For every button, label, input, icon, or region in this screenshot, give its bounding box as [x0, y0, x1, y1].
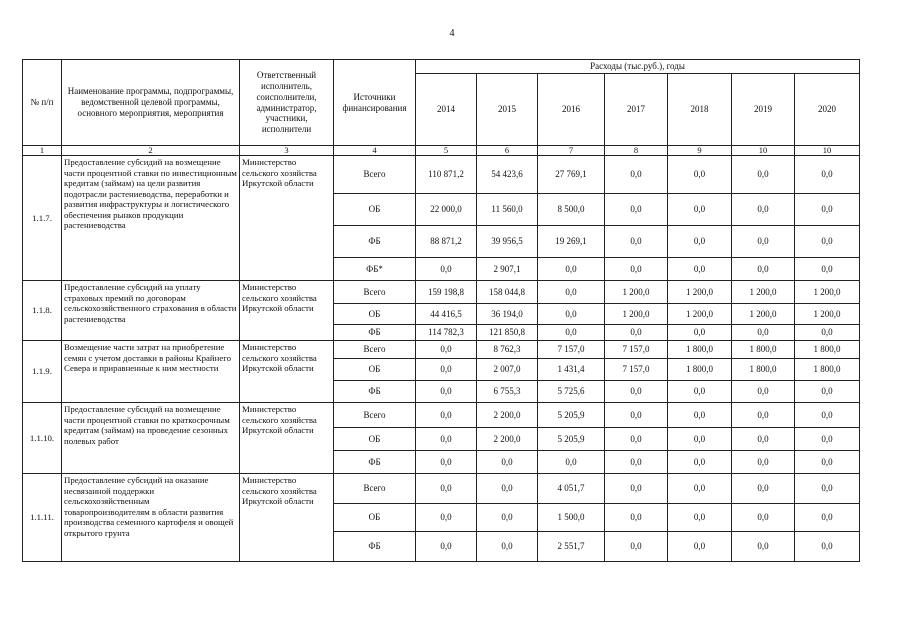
value-cell: 2 200,0 [477, 403, 538, 428]
funding-source: Всего [334, 341, 416, 359]
header-source: Источники финансирования [334, 60, 416, 146]
value-cell: 1 200,0 [795, 281, 860, 304]
funding-source: ФБ [334, 381, 416, 403]
value-cell: 0,0 [538, 281, 605, 304]
header-year: 2020 [795, 74, 860, 146]
item-name: Предоставление субсидий на возмещение части процентной ставки по инвестиционным кредитам (займам) на цели развития подотрасли растениеводства, переработки и развития инфраструктуры и логистического обеспечения рынков продукции растениеводства [62, 156, 240, 281]
header-year: 2016 [538, 74, 605, 146]
value-cell: 39 956,5 [477, 226, 538, 258]
value-cell: 0,0 [795, 258, 860, 281]
value-cell: 0,0 [668, 226, 732, 258]
value-cell: 1 800,0 [668, 359, 732, 381]
value-cell: 0,0 [668, 474, 732, 504]
expenses-table [22, 59, 860, 562]
column-numbers-row [23, 146, 860, 156]
value-cell: 0,0 [668, 428, 732, 451]
header-year: 2015 [477, 74, 538, 146]
item-executor: Министерство сельского хозяйства Иркутской области [240, 281, 334, 341]
header-name: Наименование программы, подпрограммы, ведомственной целевой программы, основного мероприятия, мероприятия [62, 60, 240, 146]
value-cell: 159 198,8 [416, 281, 477, 304]
item-number: 1.1.7. [23, 156, 62, 281]
value-cell: 2 007,0 [477, 359, 538, 381]
value-cell: 1 800,0 [732, 341, 795, 359]
value-cell: 0,0 [668, 156, 732, 194]
value-cell: 0,0 [668, 403, 732, 428]
value-cell: 44 416,5 [416, 304, 477, 325]
value-cell: 0,0 [732, 194, 795, 226]
value-cell: 0,0 [795, 381, 860, 403]
table-row [23, 156, 860, 194]
header-year: 2014 [416, 74, 477, 146]
item-name: Возмещение части затрат на приобретение семян с учетом доставки в районы Крайнего Севера и приравненные к ним местности [62, 341, 240, 403]
item-executor: Министерство сельского хозяйства Иркутской области [240, 341, 334, 403]
value-cell: 0,0 [416, 428, 477, 451]
value-cell: 22 000,0 [416, 194, 477, 226]
funding-source: ОБ [334, 428, 416, 451]
value-cell: 0,0 [668, 194, 732, 226]
value-cell: 0,0 [795, 194, 860, 226]
page-number: 4 [449, 28, 455, 39]
funding-source: ФБ [334, 532, 416, 562]
value-cell: 0,0 [538, 451, 605, 474]
value-cell: 0,0 [795, 451, 860, 474]
column-number: 7 [538, 146, 605, 156]
item-executor: Министерство сельского хозяйства Иркутской области [240, 156, 334, 281]
value-cell: 0,0 [605, 428, 668, 451]
value-cell: 0,0 [732, 532, 795, 562]
value-cell: 8 762,3 [477, 341, 538, 359]
value-cell: 0,0 [732, 381, 795, 403]
value-cell: 0,0 [732, 156, 795, 194]
value-cell: 1 800,0 [732, 359, 795, 381]
value-cell: 0,0 [795, 403, 860, 428]
column-number: 5 [416, 146, 477, 156]
value-cell: 0,0 [668, 451, 732, 474]
value-cell: 0,0 [416, 474, 477, 504]
column-number: 6 [477, 146, 538, 156]
value-cell: 0,0 [732, 403, 795, 428]
value-cell: 0,0 [732, 451, 795, 474]
header-year: 2018 [668, 74, 732, 146]
funding-source: ФБ [334, 226, 416, 258]
column-number: 4 [334, 146, 416, 156]
value-cell: 0,0 [668, 504, 732, 532]
value-cell: 0,0 [416, 504, 477, 532]
item-name: Предоставление субсидий на возмещение части процентной ставки по краткосрочным кредитам (займам) на проведение сезонных полевых работ [62, 403, 240, 474]
value-cell: 0,0 [668, 532, 732, 562]
funding-source: Всего [334, 281, 416, 304]
value-cell: 0,0 [416, 381, 477, 403]
funding-source: Всего [334, 156, 416, 194]
value-cell: 1 200,0 [795, 304, 860, 325]
value-cell: 0,0 [605, 504, 668, 532]
column-number: 1 [23, 146, 62, 156]
value-cell: 0,0 [732, 226, 795, 258]
value-cell: 0,0 [668, 381, 732, 403]
value-cell: 19 269,1 [538, 226, 605, 258]
value-cell: 0,0 [795, 504, 860, 532]
value-cell: 0,0 [732, 325, 795, 341]
value-cell: 0,0 [795, 428, 860, 451]
value-cell: 0,0 [795, 156, 860, 194]
value-cell: 0,0 [605, 451, 668, 474]
table-row [23, 403, 860, 428]
value-cell: 1 431,4 [538, 359, 605, 381]
value-cell: 0,0 [795, 532, 860, 562]
value-cell: 0,0 [477, 474, 538, 504]
value-cell: 1 500,0 [538, 504, 605, 532]
header-executor: Ответственный исполнитель, соисполнители, администратор, участники, исполнители [240, 60, 334, 146]
column-number: 2 [62, 146, 240, 156]
header-num: № п/п [23, 60, 62, 146]
table-row [23, 341, 860, 359]
column-number: 3 [240, 146, 334, 156]
value-cell: 0,0 [416, 451, 477, 474]
value-cell: 1 200,0 [732, 304, 795, 325]
value-cell: 7 157,0 [538, 341, 605, 359]
value-cell: 1 200,0 [668, 304, 732, 325]
value-cell: 11 560,0 [477, 194, 538, 226]
value-cell: 1 800,0 [795, 341, 860, 359]
table-row [23, 281, 860, 304]
value-cell: 2 551,7 [538, 532, 605, 562]
value-cell: 0,0 [605, 532, 668, 562]
value-cell: 0,0 [605, 403, 668, 428]
value-cell: 0,0 [732, 428, 795, 451]
value-cell: 1 200,0 [605, 304, 668, 325]
value-cell: 0,0 [732, 258, 795, 281]
value-cell: 121 850,8 [477, 325, 538, 341]
value-cell: 0,0 [416, 258, 477, 281]
value-cell: 0,0 [538, 258, 605, 281]
column-number: 9 [668, 146, 732, 156]
item-number: 1.1.10. [23, 403, 62, 474]
value-cell: 5 205,9 [538, 428, 605, 451]
value-cell: 0,0 [477, 451, 538, 474]
item-number: 1.1.8. [23, 281, 62, 341]
column-number: 8 [605, 146, 668, 156]
value-cell: 0,0 [477, 504, 538, 532]
value-cell: 0,0 [416, 359, 477, 381]
value-cell: 0,0 [416, 532, 477, 562]
table-row [23, 474, 860, 504]
value-cell: 6 755,3 [477, 381, 538, 403]
item-name: Предоставление субсидий на уплату страховых премий по договорам сельскохозяйственного страхования в области растениеводства [62, 281, 240, 341]
value-cell: 1 800,0 [795, 359, 860, 381]
column-number: 10 [732, 146, 795, 156]
header-expenses: Расходы (тыс.руб.), годы [416, 60, 860, 74]
value-cell: 110 871,2 [416, 156, 477, 194]
value-cell: 0,0 [477, 532, 538, 562]
value-cell: 5 725,6 [538, 381, 605, 403]
value-cell: 0,0 [668, 325, 732, 341]
value-cell: 8 500,0 [538, 194, 605, 226]
funding-source: ФБ [334, 325, 416, 341]
value-cell: 0,0 [732, 474, 795, 504]
value-cell: 7 157,0 [605, 341, 668, 359]
value-cell: 2 200,0 [477, 428, 538, 451]
funding-source: ОБ [334, 194, 416, 226]
value-cell: 0,0 [795, 226, 860, 258]
value-cell: 7 157,0 [605, 359, 668, 381]
funding-source: ОБ [334, 304, 416, 325]
value-cell: 0,0 [605, 381, 668, 403]
item-executor: Министерство сельского хозяйства Иркутской области [240, 474, 334, 562]
value-cell: 0,0 [416, 341, 477, 359]
value-cell: 27 769,1 [538, 156, 605, 194]
item-name: Предоставление субсидий на оказание несвязанной поддержки сельскохозяйственным товаропроизводителям в области развития производства семенного картофеля и овощей открытого грунта [62, 474, 240, 562]
value-cell: 5 205,9 [538, 403, 605, 428]
value-cell: 0,0 [605, 258, 668, 281]
funding-source: Всего [334, 474, 416, 504]
value-cell: 0,0 [795, 325, 860, 341]
value-cell: 0,0 [668, 258, 732, 281]
value-cell: 114 782,3 [416, 325, 477, 341]
value-cell: 0,0 [605, 325, 668, 341]
value-cell: 0,0 [538, 325, 605, 341]
value-cell: 1 800,0 [668, 341, 732, 359]
funding-source: ФБ* [334, 258, 416, 281]
value-cell: 1 200,0 [668, 281, 732, 304]
value-cell: 54 423,6 [477, 156, 538, 194]
column-number: 10 [795, 146, 860, 156]
funding-source: Всего [334, 403, 416, 428]
value-cell: 0,0 [538, 304, 605, 325]
value-cell: 1 200,0 [732, 281, 795, 304]
funding-source: ОБ [334, 359, 416, 381]
value-cell: 0,0 [416, 403, 477, 428]
item-number: 1.1.9. [23, 341, 62, 403]
value-cell: 0,0 [732, 504, 795, 532]
value-cell: 4 051,7 [538, 474, 605, 504]
value-cell: 0,0 [795, 474, 860, 504]
value-cell: 36 194,0 [477, 304, 538, 325]
value-cell: 1 200,0 [605, 281, 668, 304]
value-cell: 88 871,2 [416, 226, 477, 258]
item-number: 1.1.11. [23, 474, 62, 562]
value-cell: 0,0 [605, 226, 668, 258]
header-year: 2019 [732, 74, 795, 146]
value-cell: 0,0 [605, 474, 668, 504]
value-cell: 0,0 [605, 194, 668, 226]
header-year: 2017 [605, 74, 668, 146]
header-row-top [23, 60, 860, 74]
value-cell: 0,0 [605, 156, 668, 194]
item-executor: Министерство сельского хозяйства Иркутской области [240, 403, 334, 474]
value-cell: 2 907,1 [477, 258, 538, 281]
value-cell: 158 044,8 [477, 281, 538, 304]
funding-source: ОБ [334, 504, 416, 532]
funding-source: ФБ [334, 451, 416, 474]
